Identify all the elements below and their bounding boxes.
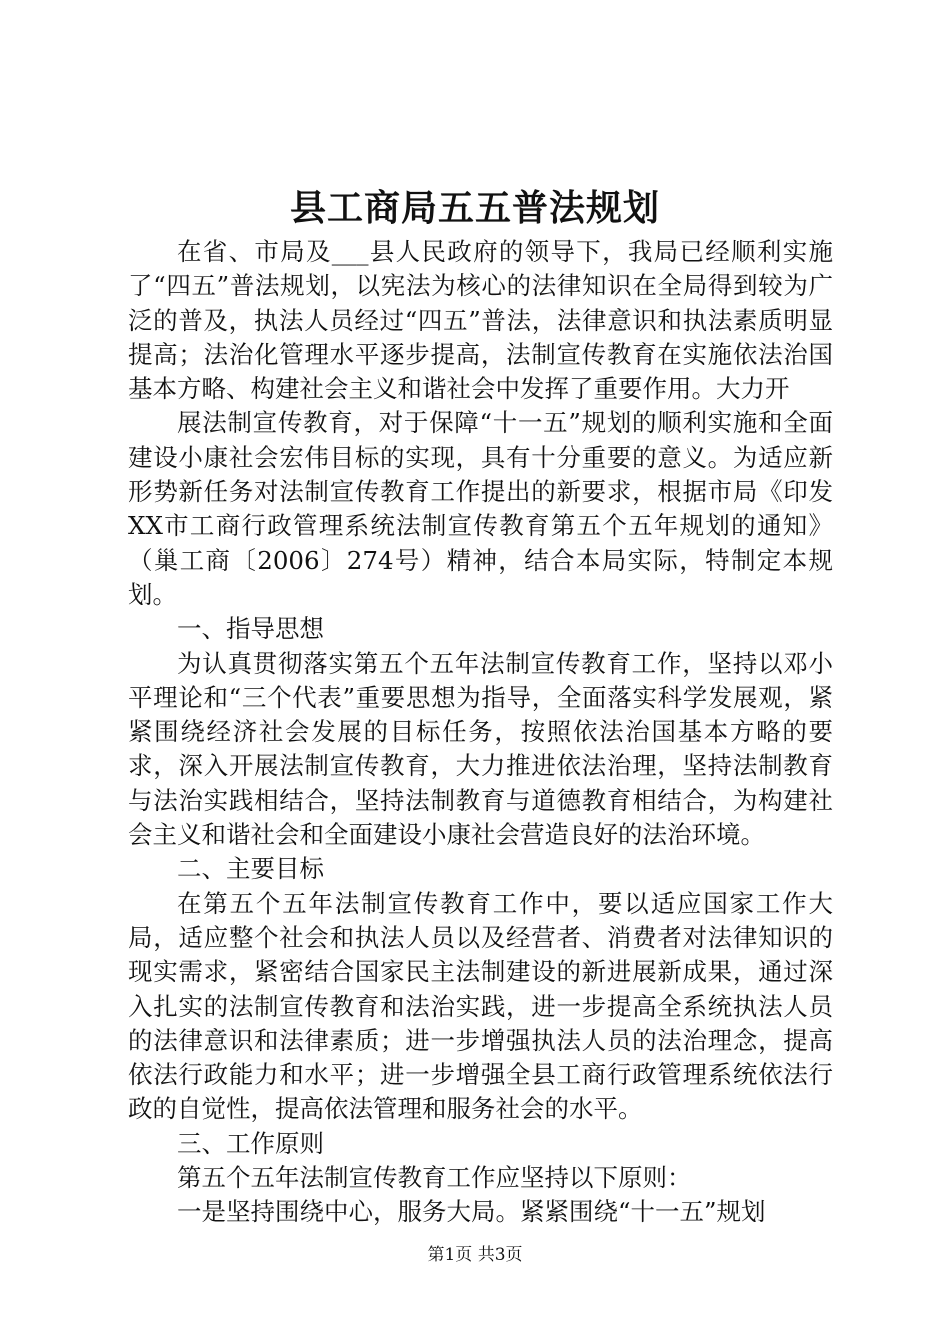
document-body bbox=[128, 235, 833, 1230]
page-footer: 第1页 共3页 bbox=[427, 1245, 523, 1265]
paragraph: 第五个五年法制宣传教育工作应坚持以下原则： bbox=[177, 1163, 692, 1193]
paragraph: 为认真贯彻落实第五个五年法制宣传教育工作，坚持以邓小平理论和“三个代表”重要思想为指导，全面落实科学发展观，紧紧围绕经济社会发展的目标任务，按照依法治国基本方略的要求，深入开展法制宣传教育，大力推进依法治理，坚持法制教育与法治实践相结合，坚持法制教育与道德教育相结合，为构建社会主义和谐社会和全面建设小康社会营造良好的法治环境。 bbox=[128, 648, 833, 850]
section-heading: 二、主要目标 bbox=[177, 854, 324, 884]
paragraph: 在省、市局及___县人民政府的领导下，我局已经顺利实施了“四五”普法规划，以宪法为核心的法律知识在全局得到较为广泛的普及，执法人员经过“四五”普法，法律意识和执法素质明显提高；法治化管理水平逐步提高，法制宣传教育在实施依法治国基本方略、构建社会主义和谐社会中发挥了重要作用。大力开 bbox=[128, 237, 833, 404]
section-heading: 一、指导思想 bbox=[177, 614, 324, 644]
paragraph: 展法制宣传教育，对于保障“十一五”规划的顺利实施和全面建设小康社会宏伟目标的实现，具有十分重要的意义。为适应新形势新任务对法制宣传教育工作提出的新要求，根据市局《印发XX市工商行政管理系统法制宣传教育第五个五年规划的通知》（巢工商〔2006〕274号）精神，结合本局实际，特制定本规划。 bbox=[128, 408, 833, 609]
section-heading: 三、工作原则 bbox=[177, 1128, 324, 1158]
paragraph: 一是坚持围绕中心，服务大局。紧紧围绕“十一五”规划 bbox=[177, 1197, 766, 1227]
document-title: 县工商局五五普法规划 bbox=[289, 187, 660, 229]
paragraph: 在第五个五年法制宣传教育工作中，要以适应国家工作大局，适应整个社会和执法人员以及经营者、消费者对法律知识的现实需求，紧密结合国家民主法制建设的新进展新成果，通过深入扎实的法制宣传教育和法治实践，进一步提高全系统执法人员的法律意识和法律素质；进一步增强执法人员的法治理念，提高依法行政能力和水平；进一步增强全县工商行政管理系统依法行政的自觉性，提高依法管理和服务社会的水平。 bbox=[128, 888, 833, 1124]
